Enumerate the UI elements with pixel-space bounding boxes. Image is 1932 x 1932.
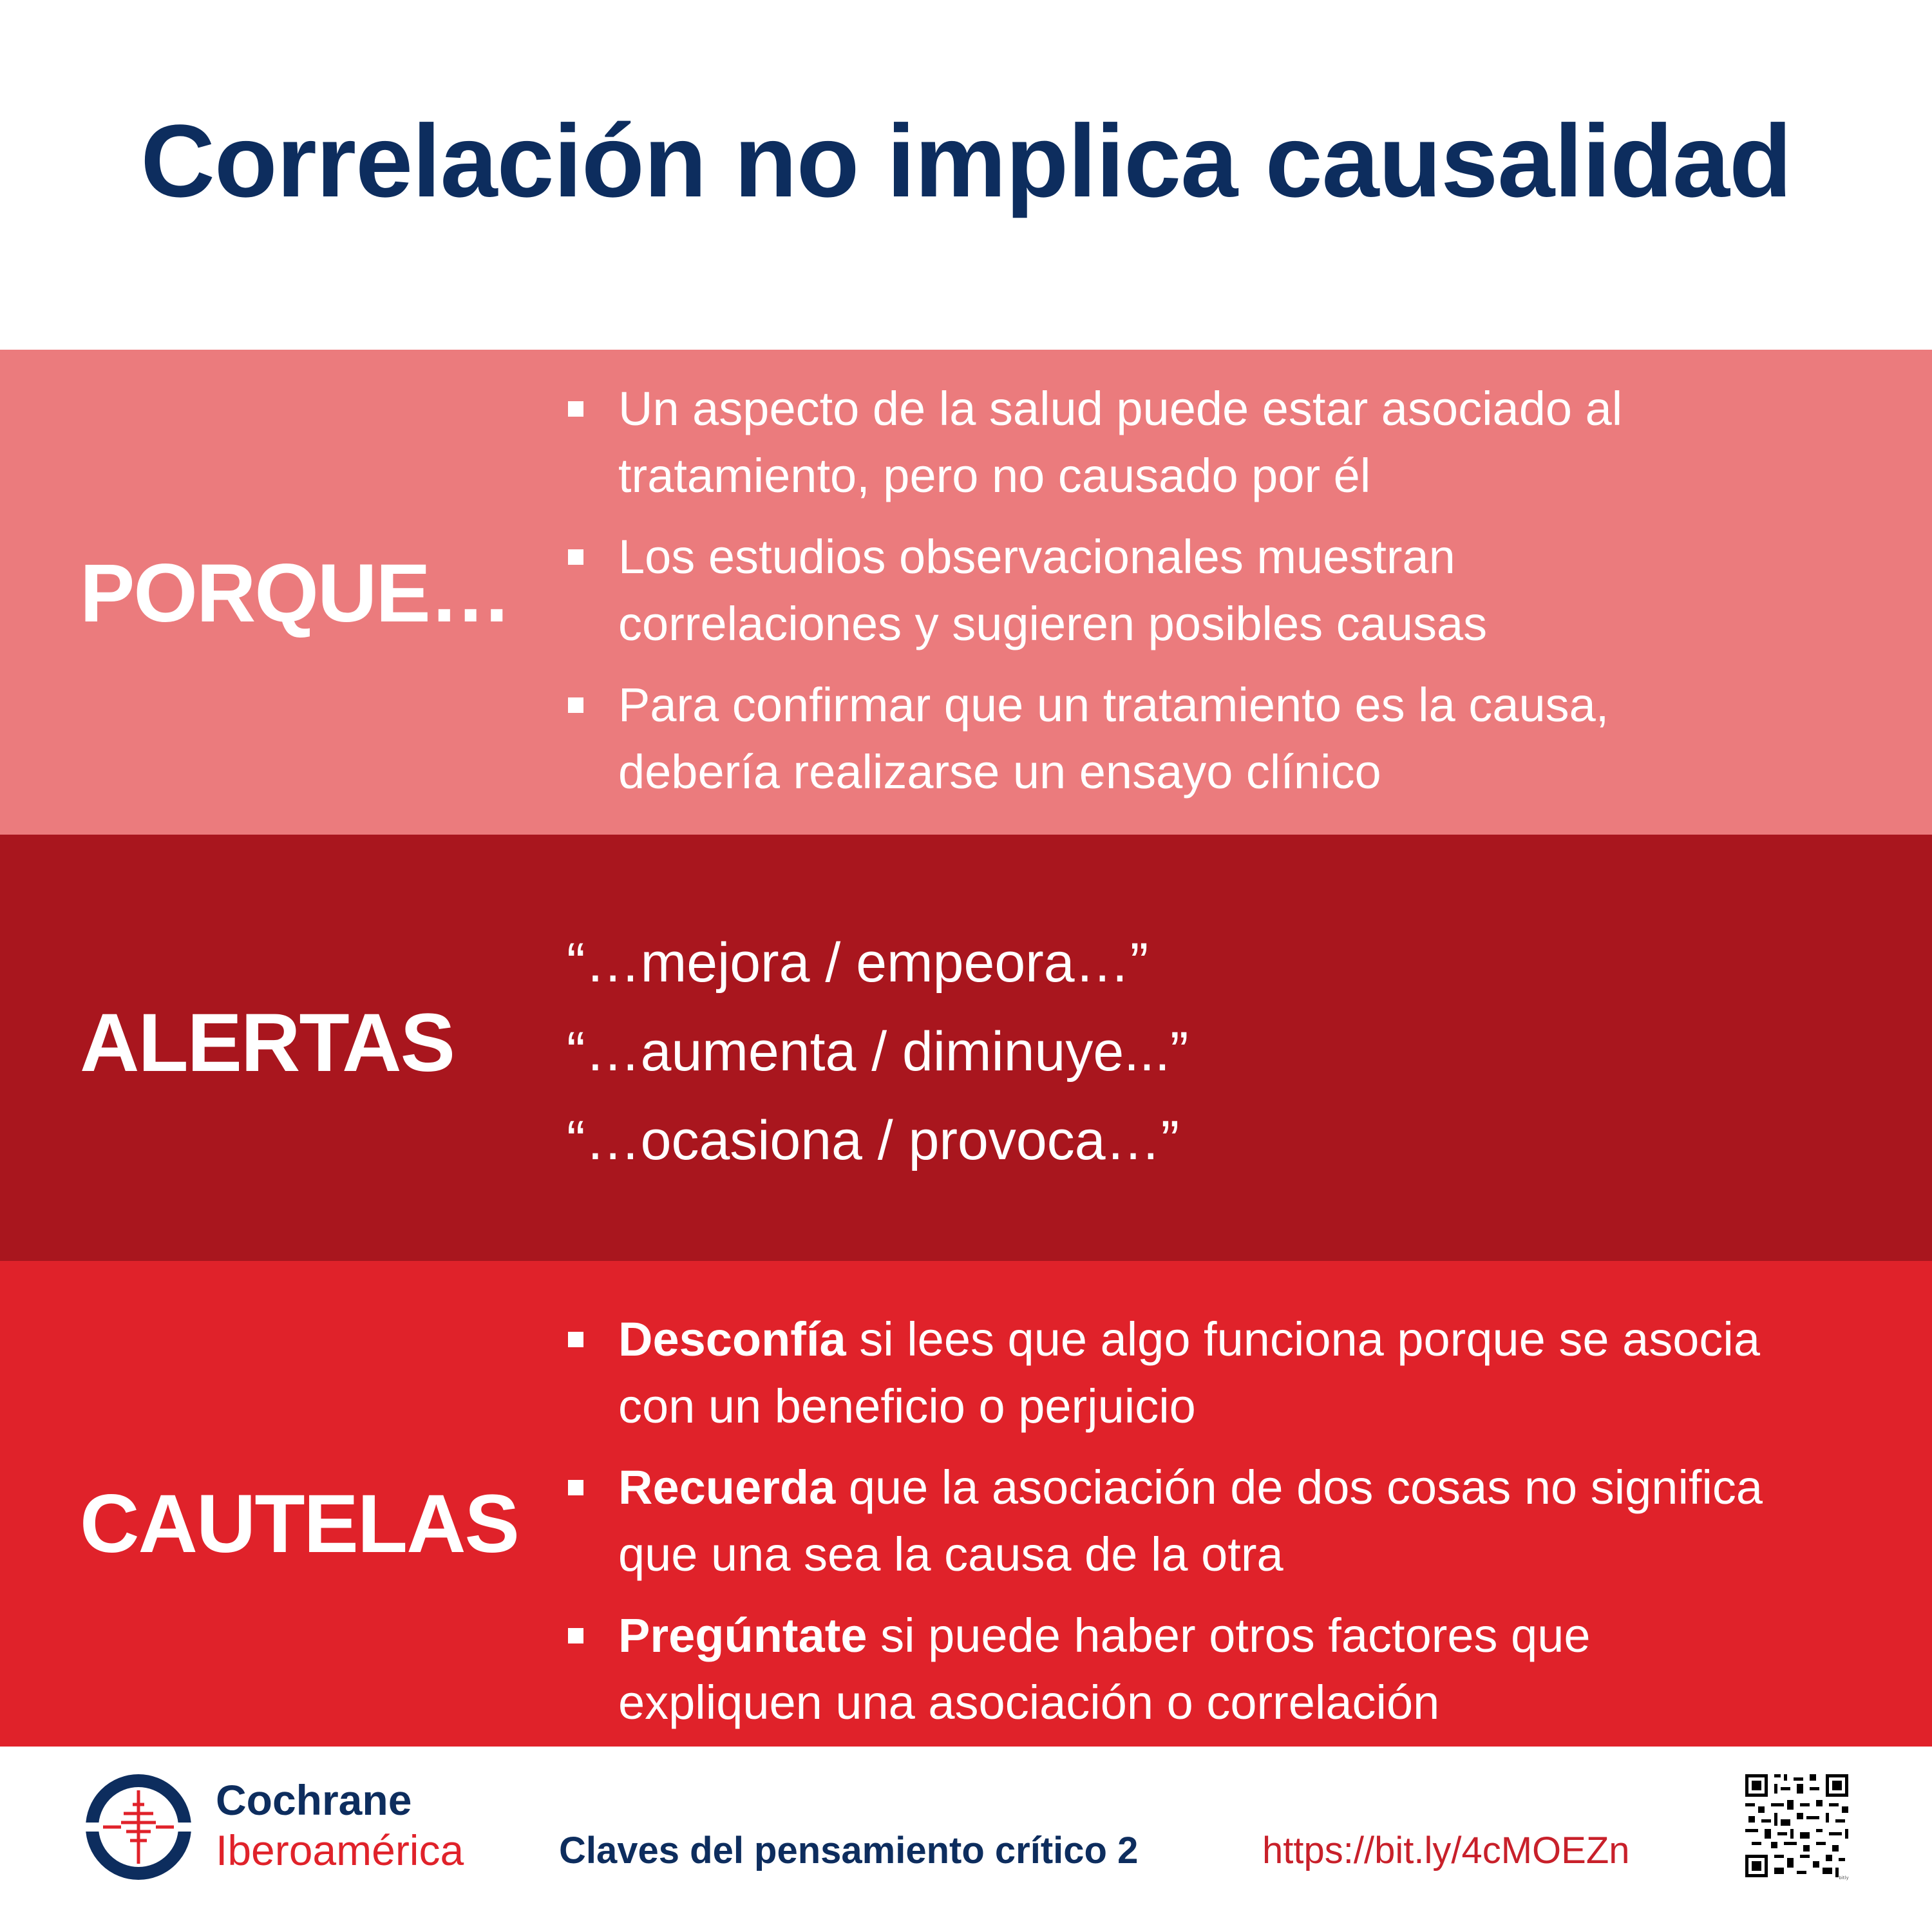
item-emphasis: Recuerda bbox=[618, 1461, 836, 1514]
footer-link[interactable]: https://bit.ly/4cMOEZn bbox=[1262, 1830, 1630, 1871]
brand-region: Iberoamérica bbox=[216, 1826, 464, 1874]
qr-code-icon[interactable] bbox=[1742, 1771, 1852, 1880]
alertas-quotes bbox=[567, 918, 1188, 1185]
square-bullet-icon bbox=[568, 697, 583, 713]
list-item bbox=[567, 1602, 1763, 1736]
brand-name: Cochrane bbox=[216, 1776, 412, 1824]
item-line: que una sea la causa de la otra bbox=[618, 1528, 1283, 1581]
item-line: con un beneficio o perjuicio bbox=[618, 1379, 1196, 1433]
alert-quote: “…aumenta / diminuye...” bbox=[567, 1021, 1189, 1083]
qr-caption: bitly bbox=[1839, 1875, 1849, 1880]
list-item bbox=[567, 524, 1622, 658]
item-line: Un aspecto de la salud puede estar asociado al bbox=[618, 382, 1623, 435]
page-title: Correlación no implica causalidad bbox=[140, 103, 1792, 218]
square-bullet-icon bbox=[568, 1480, 583, 1495]
square-bullet-icon bbox=[568, 401, 583, 417]
square-bullet-icon bbox=[568, 1332, 583, 1347]
section-cautelas bbox=[0, 1261, 1932, 1747]
item-line: si puede haber otros factores que bbox=[867, 1609, 1591, 1662]
section-label-alertas: ALERTAS bbox=[80, 997, 454, 1089]
list-item bbox=[567, 375, 1622, 509]
section-porque bbox=[0, 350, 1932, 835]
section-label-porque: PORQUE… bbox=[80, 547, 511, 639]
list-item bbox=[567, 672, 1622, 806]
item-emphasis: Desconfía bbox=[618, 1312, 846, 1366]
square-bullet-icon bbox=[568, 549, 583, 565]
item-line: si lees que algo funciona porque se asocia bbox=[846, 1312, 1760, 1366]
item-line: correlaciones y sugieren posibles causas bbox=[618, 597, 1488, 650]
item-line: debería realizarse un ensayo clínico bbox=[618, 745, 1381, 799]
item-emphasis: Pregúntate bbox=[618, 1609, 867, 1662]
item-line: tratamiento, pero no causado por él bbox=[618, 449, 1371, 502]
item-line: Los estudios observacionales muestran bbox=[618, 530, 1455, 583]
list-item bbox=[567, 1306, 1763, 1440]
alert-quote: “…mejora / empeora…” bbox=[567, 932, 1149, 994]
series-title: Claves del pensamiento crítico 2 bbox=[559, 1830, 1139, 1871]
item-line: Para confirmar que un tratamiento es la causa, bbox=[618, 678, 1609, 732]
square-bullet-icon bbox=[568, 1628, 583, 1643]
cautelas-list bbox=[567, 1306, 1763, 1750]
section-label-cautelas: CAUTELAS bbox=[80, 1478, 518, 1570]
porque-list bbox=[567, 375, 1622, 820]
section-alertas bbox=[0, 835, 1932, 1261]
alert-quote: “…ocasiona / provoca…” bbox=[567, 1110, 1180, 1171]
cochrane-logo-icon bbox=[84, 1772, 193, 1882]
item-line: expliquen una asociación o correlación bbox=[618, 1676, 1440, 1729]
list-item bbox=[567, 1454, 1763, 1588]
item-line: que la asociación de dos cosas no significa bbox=[835, 1461, 1763, 1514]
